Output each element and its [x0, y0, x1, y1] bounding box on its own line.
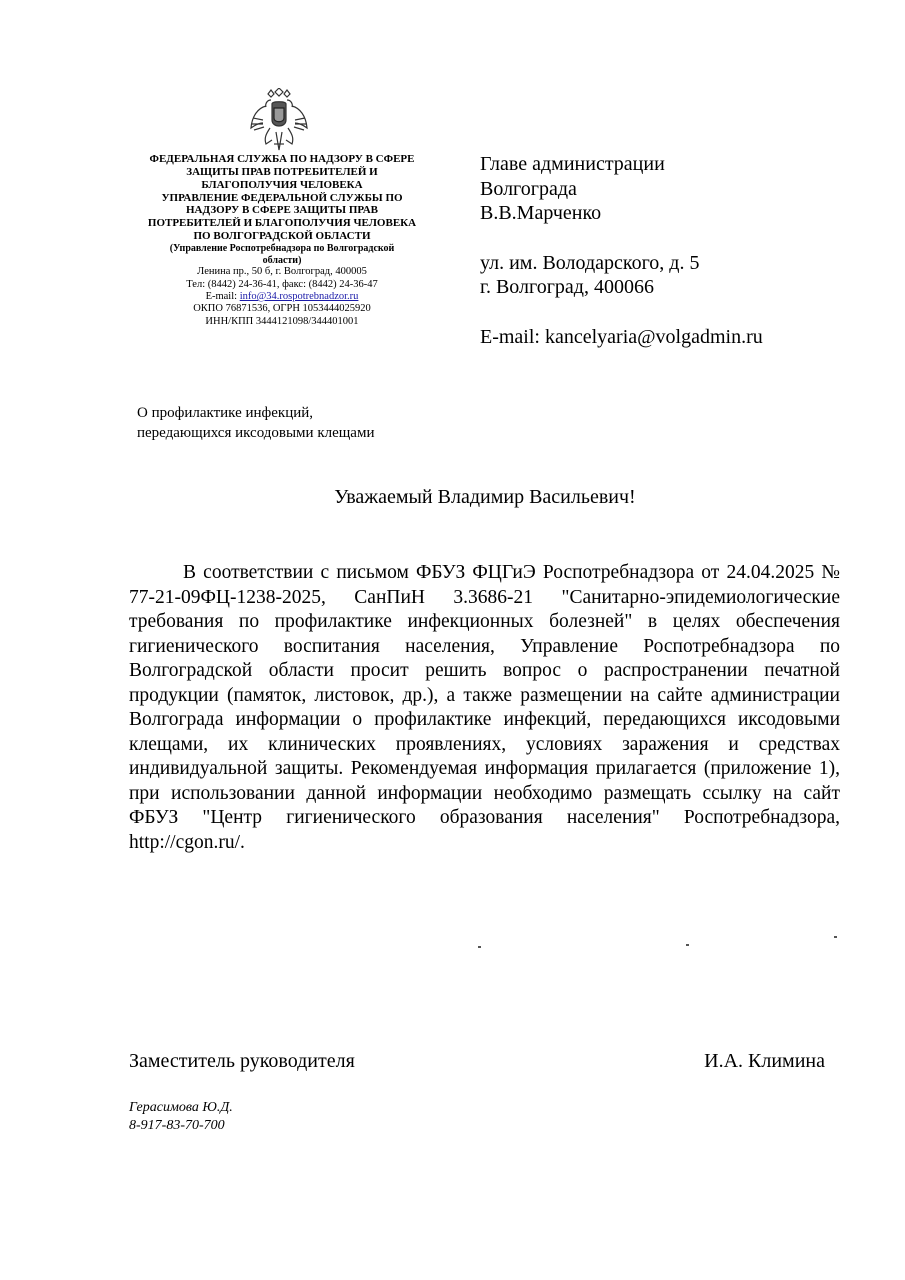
- addressee-line: Волгограда: [480, 177, 577, 200]
- coat-of-arms-icon: [250, 88, 308, 152]
- org-email: [128, 291, 436, 303]
- org-email-label: E-mail:: [205, 290, 240, 302]
- addressee-block: [480, 152, 880, 349]
- executor-name: Герасимова Ю.Д.: [129, 1100, 233, 1115]
- org-name-line: НАДЗОРУ В СФЕРЕ ЗАЩИТЫ ПРАВ: [185, 204, 379, 217]
- org-phone: Тел: (8442) 24-36-41, факс: (8442) 24-36-47: [186, 278, 378, 290]
- subject-line: передающихся иксодовыми клещами: [137, 425, 375, 441]
- addressee-email: E-mail: kancelyaria@volgadmin.ru: [480, 325, 763, 348]
- executor-phone: 8-917-83-70-700: [129, 1118, 225, 1133]
- executor-block: [129, 1099, 233, 1135]
- addressee-city: г. Волгоград, 400066: [480, 276, 654, 298]
- org-name-line: ПОТРЕБИТЕЛЕЙ И БЛАГОПОЛУЧИЯ ЧЕЛОВЕКА: [147, 217, 417, 230]
- org-email-link[interactable]: info@34.rospotrebnadzor.ru: [239, 290, 359, 302]
- org-name-line: ФЕДЕРАЛЬНАЯ СЛУЖБА ПО НАДЗОРУ В СФЕРЕ: [149, 153, 415, 165]
- org-name-line: ПО ВОЛГОГРАДСКОЙ ОБЛАСТИ: [193, 230, 371, 243]
- org-short-name-line: области): [262, 254, 302, 266]
- signer-position: Заместитель руководителя: [129, 1050, 355, 1072]
- salutation: Уважаемый Владимир Васильевич!: [334, 486, 636, 508]
- org-name-line: ЗАЩИТЫ ПРАВ ПОТРЕБИТЕЛЕЙ И: [186, 165, 378, 178]
- org-name-line: БЛАГОПОЛУЧИЯ ЧЕЛОВЕКА: [201, 178, 363, 191]
- org-name-line: УПРАВЛЕНИЕ ФЕДЕРАЛЬНОЙ СЛУЖБЫ ПО: [161, 191, 403, 204]
- addressee-street: ул. им. Володарского, д. 5: [480, 251, 700, 274]
- letter-body: В соответствии с письмом ФБУЗ ФЦГиЭ Роспотребнадзора от 24.04.2025 № 77-21-09ФЦ-1238-2025, СанПиН 3.3686-21 "Санитарно-эпидемиологические требования по профилактике инфекционных болезней" в целях обеспечения гигиенического воспитания населения, Управление Роспотребнадзора по Волгоградской области просит решить вопрос о распространении печатной продукции (памяток, листовок, др.), а также размещении на сайте администрации Волгограда информации о профилактике инфекций, передающихся иксодовыми клещами, их клинических проявлениях, условиях заражения и средствах индивидуальной защиты. Рекомендуемая информация прилагается (приложение 1), при использовании данной информации необходимо размещать ссылку на сайт ФБУЗ "Центр гигиенического образования населения" Роспотребнадзора, http://cgon.ru/.: [129, 562, 840, 853]
- letter-subject: [137, 403, 437, 443]
- org-inn-kpp: ИНН/КПП 3444121098/344401001: [205, 315, 359, 327]
- subject-line: О профилактике инфекций,: [137, 405, 314, 421]
- org-address: Ленина пр., 50 б, г. Волгоград, 400005: [197, 266, 367, 278]
- org-name: [128, 153, 436, 243]
- org-short-name-line: (Управление Роспотребнадзора по Волгоградской: [169, 243, 395, 255]
- org-okpo-ogrn: ОКПО 76871536, ОГРН 1053444025920: [193, 303, 371, 315]
- signer-name: И.А. Климина: [704, 1050, 825, 1072]
- addressee-name: В.В.Марченко: [480, 202, 602, 224]
- letterhead: [128, 153, 436, 328]
- org-short-name: [128, 243, 436, 266]
- addressee-line: Главе администрации: [480, 153, 665, 175]
